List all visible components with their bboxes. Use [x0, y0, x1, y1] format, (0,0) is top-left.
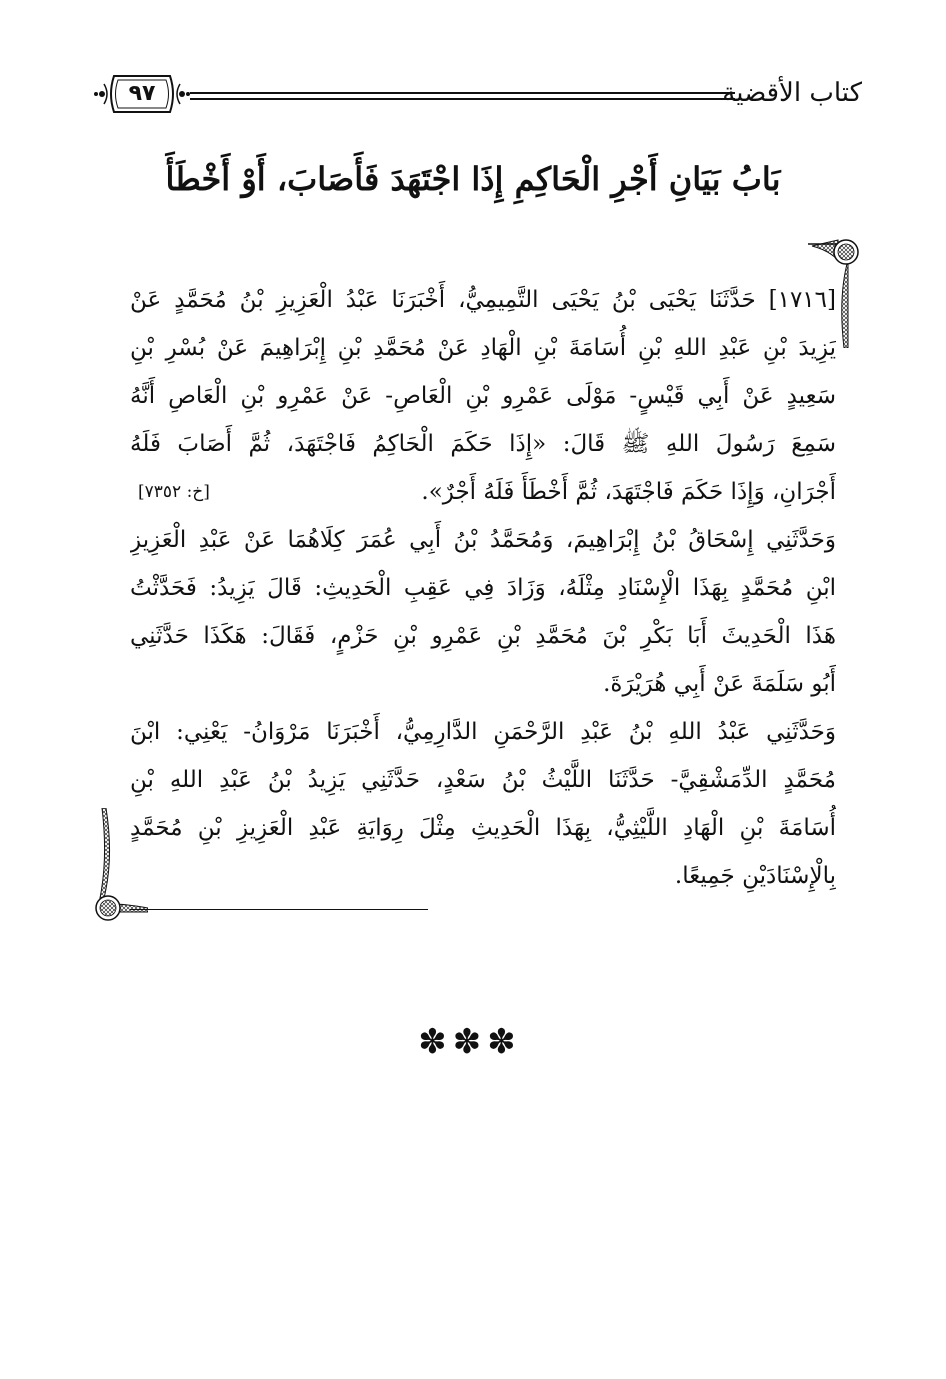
cross-reference: [خ: ٧٣٥٢] — [138, 482, 210, 502]
narration-line: وَحَدَّثَنِي عَبْدُ اللهِ بْنُ عَبْدِ الرَّحْمَنِ الدَّارِمِيُّ، أَخْبَرَنَا مَرْوَانُ- يَعْنِي: ابْنَ — [130, 719, 836, 745]
narration-line: وَحَدَّثَنِي إِسْحَاقُ بْنُ إِبْرَاهِيمَ، وَمُحَمَّدُ بْنُ أَبِي عُمَرَ كِلَاهُمَا عَنْ عَبْدِ الْعَزِيزِ — [130, 527, 836, 553]
hadith-line: يَزِيدَ بْنِ عَبْدِ اللهِ بْنِ أُسَامَةَ بْنِ الْهَادِ عَنْ مُحَمَّدِ بْنِ إِبْرَاهِيمَ عَنْ بُسْرِ بْنِ — [130, 335, 836, 361]
hadith-line: سَمِعَ رَسُولَ اللهِ ﷺ قَالَ: «إِذَا حَكَمَ الْحَاكِمُ فَاجْتَهَدَ، ثُمَّ أَصَابَ فَلَهُ — [130, 431, 836, 457]
header-rule-top — [190, 92, 735, 94]
hadith-line: أَجْرَانِ، وَإِذَا حَكَمَ فَاجْتَهَدَ، ثُمَّ أَخْطَأَ فَلَهُ أَجْرٌ». — [421, 479, 836, 505]
page-number-ornament — [92, 70, 192, 118]
narration-line: بِالْإِسْنَادَيْنِ جَمِيعًا. — [674, 863, 836, 889]
narration-line: هَذَا الْحَدِيثَ أَبَا بَكْرِ بْنَ مُحَمَّدِ بْنِ عَمْرِو بْنِ حَزْمٍ، فَقَالَ: هَكَذَا حَدَّثَنِي — [130, 623, 836, 649]
hadith-line-with-reference — [130, 468, 836, 516]
section-end-ornament-icon: ✽✽✽ — [418, 1022, 522, 1062]
book-title: كتاب الأقضية — [722, 78, 862, 108]
narration-line: أُسَامَةَ بْنِ الْهَادِ اللَّيْثِيُّ، بِهَذَا الْحَدِيثِ مِثْلَ رِوَايَةِ عَبْدِ الْعَزِيزِ بْنِ مُحَمَّدٍ — [130, 815, 836, 841]
narration-line: مُحَمَّدٍ الدِّمَشْقِيَّ- حَدَّثَنَا اللَّيْثُ بْنُ سَعْدٍ، حَدَّثَنِي يَزِيدُ بْنُ عَبْدِ اللهِ بْنِ — [130, 767, 836, 793]
narration-line: أَبُو سَلَمَةَ عَنْ أَبِي هُرَيْرَةَ. — [603, 671, 836, 697]
chapter-title: بَابُ بَيَانِ أَجْرِ الْحَاكِمِ إِذَا اجْتَهَدَ فَأَصَابَ، أَوْ أَخْطَأَ — [165, 160, 781, 198]
header-rule-bottom — [190, 98, 735, 100]
narration-line: ابْنِ مُحَمَّدٍ بِهَذَا الْإِسْنَادِ مِثْلَهُ، وَزَادَ فِي عَقِبِ الْحَدِيثِ: قَالَ يَزِيدُ: فَحَدَّثْتُ — [130, 575, 836, 601]
page-number: ٩٧ — [128, 81, 156, 106]
hadith-text-block — [130, 276, 836, 900]
frame-bottom-rule — [130, 909, 428, 910]
hadith-line: سَعِيدٍ عَنْ أَبِي قَيْسٍ- مَوْلَى عَمْرِو بْنِ الْعَاصِ- عَنْ عَمْرِو بْنِ الْعَاصِ أَنَّهُ — [130, 383, 836, 409]
hadith-line: [١٧١٦] حَدَّثَنَا يَحْيَى بْنُ يَحْيَى التَّمِيمِيُّ، أَخْبَرَنَا عَبْدُ الْعَزِيزِ بْنُ مُحَمَّدٍ عَنْ — [130, 287, 836, 313]
